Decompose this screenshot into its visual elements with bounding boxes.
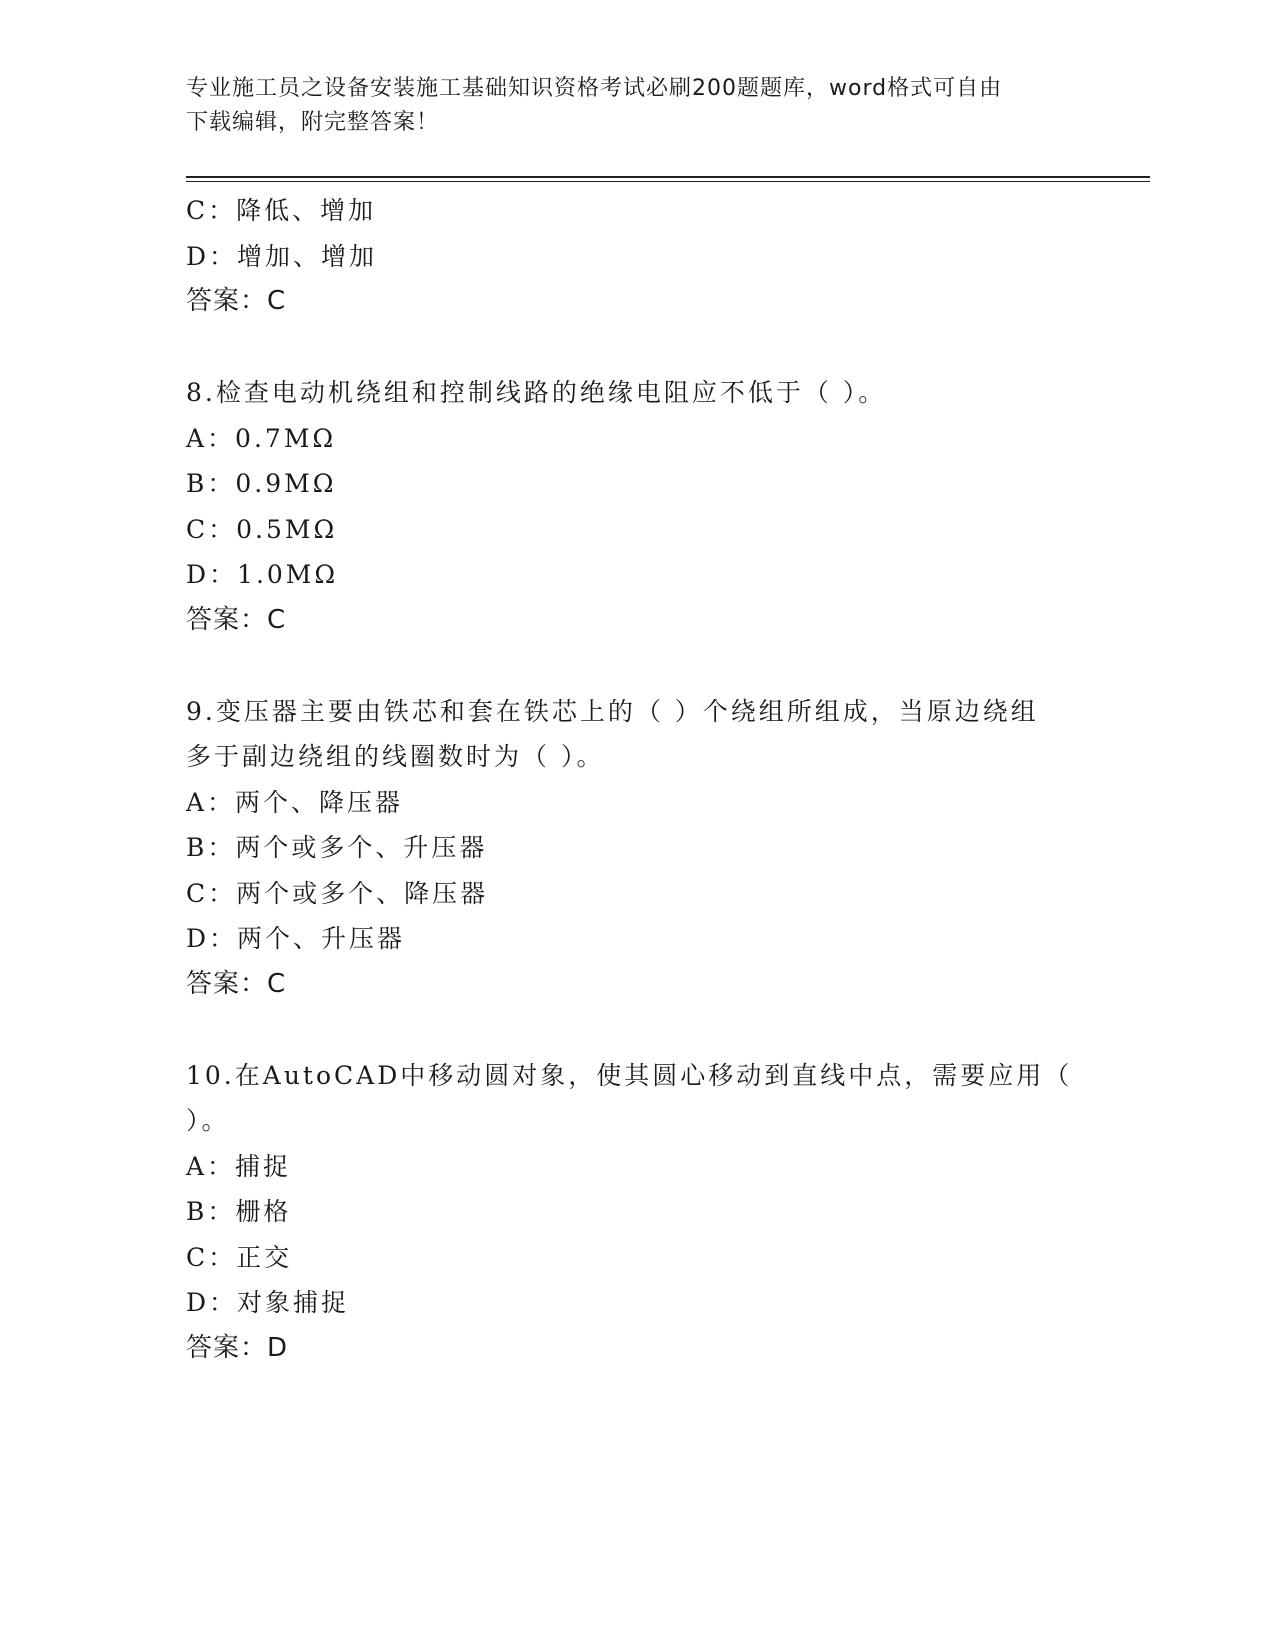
- option-a: A：0.7MΩ: [186, 423, 337, 453]
- option-d: D：两个、升压器: [186, 924, 406, 953]
- question-block-9: [186, 689, 1086, 1008]
- option-c: C：正交: [186, 1242, 293, 1272]
- spacer: [186, 1007, 1086, 1053]
- option-c: C：两个或多个、降压器: [186, 878, 489, 908]
- option-c: C：降低、增加: [186, 196, 377, 225]
- option-d: D：对象捕捉: [186, 1288, 350, 1317]
- answer-line: 答案：D: [186, 1332, 289, 1363]
- option-b: B：两个或多个、升压器: [186, 833, 488, 862]
- document-header: [186, 72, 1086, 140]
- question-text-line-2: ）。: [186, 1106, 230, 1135]
- header-line-2: 下载编辑，附完整答案！: [186, 110, 440, 135]
- question-block-8: [186, 370, 1086, 643]
- question-text-line-2: 多于副边绕组的线圈数时为（ ）。: [186, 742, 605, 771]
- spacer: [186, 325, 1086, 371]
- question-text: 8.检查电动机绕组和控制线路的绝缘电阻应不低于（ ）。: [186, 378, 887, 407]
- question-text-line-1: 9.变压器主要由铁芯和套在铁芯上的（ ）个绕组所组成，当原边绕组: [186, 696, 1039, 726]
- answer-line: 答案：C: [186, 968, 287, 999]
- option-c: C：0.5MΩ: [186, 514, 338, 544]
- header-divider-thick: [186, 176, 1150, 178]
- question-list: [186, 188, 1086, 1371]
- answer-line: 答案：C: [186, 604, 287, 635]
- header-line-1: 专业施工员之设备安装施工基础知识资格考试必刷200题题库，word格式可自由: [186, 76, 1003, 101]
- option-d: D：增加、增加: [186, 241, 378, 271]
- option-b: B：0.9MΩ: [186, 469, 337, 498]
- question-block-7-continued: [186, 188, 1086, 325]
- spacer: [186, 643, 1086, 689]
- option-a: A：捕捉: [186, 1151, 292, 1181]
- question-block-10: [186, 1053, 1086, 1372]
- header-divider-thin: [186, 181, 1150, 182]
- answer-line: 答案：C: [186, 286, 287, 316]
- option-d: D：1.0MΩ: [186, 560, 339, 589]
- option-b: B：栅格: [186, 1197, 292, 1226]
- option-a: A：两个、降压器: [186, 787, 404, 817]
- question-text-line-1: 10.在AutoCAD中移动圆对象，使其圆心移动到直线中点，需要应用（: [186, 1060, 1073, 1090]
